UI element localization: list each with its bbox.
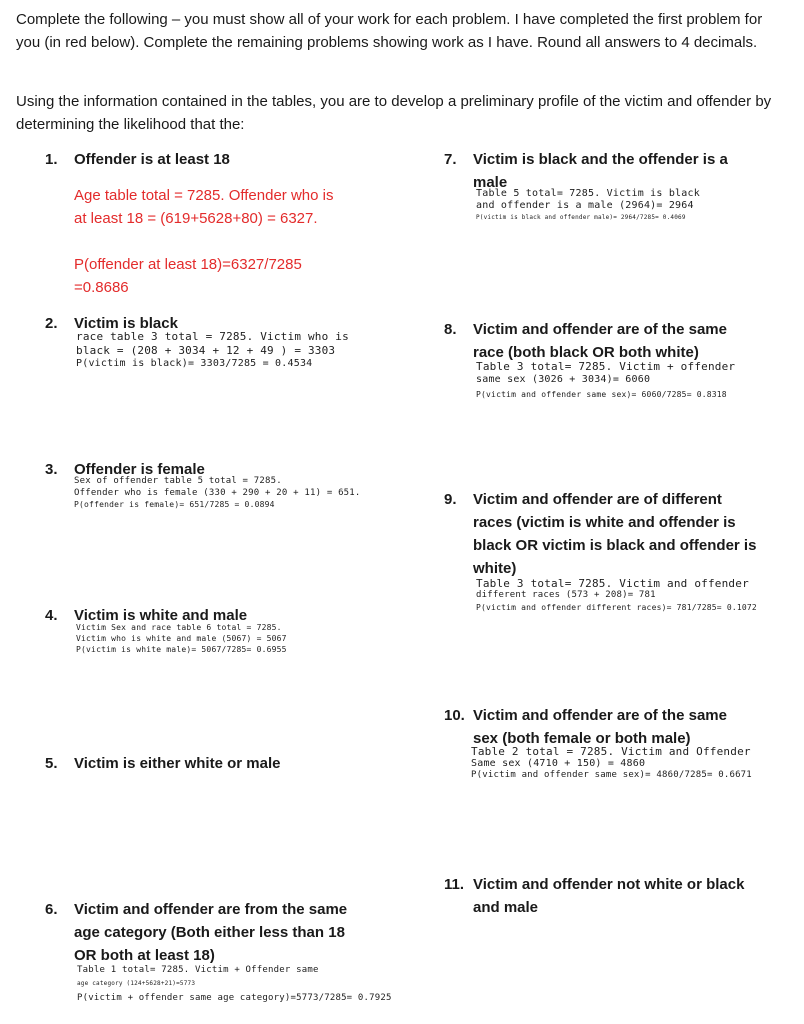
problem-6-work-line-2: age category (124+5628+21)=5773 xyxy=(77,980,196,987)
problem-3-work-line-1: Sex of offender table 5 total = 7285. xyxy=(74,476,282,486)
problem-10-title-line-2: sex (both female or both male) xyxy=(473,730,691,747)
problem-4-number: 4. xyxy=(45,607,58,624)
problem-8-title-line-2: race (both black OR both white) xyxy=(473,344,699,361)
problem-2-work-line-1: race table 3 total = 7285. Victim who is xyxy=(76,330,349,343)
problem-1-answer-line-4: =0.8686 xyxy=(74,279,129,296)
problem-6-title-line-1: Victim and offender are from the same xyxy=(74,901,348,918)
problem-6-number: 6. xyxy=(45,901,58,918)
problem-7-work-line-3: P(victim is black and offender male)= 2964/7285= 0.4069 xyxy=(476,214,686,221)
problem-9-number: 9. xyxy=(444,491,457,508)
problem-7-work-line-1: Table 5 total= 7285. Victim is black xyxy=(476,188,700,199)
problem-9-work-line-2: different races (573 + 208)= 781 xyxy=(476,590,656,600)
problem-1-number: 1. xyxy=(45,151,58,168)
problem-8-work-line-1: Table 3 total= 7285. Victim + offender xyxy=(476,360,736,373)
problem-4-work-line-2: Victim who is white and male (5067) = 5067 xyxy=(76,634,287,643)
problem-5-title: Victim is either white or male xyxy=(74,755,281,772)
problem-9-title-line-3: black OR victim is black and offender is xyxy=(473,537,757,554)
problem-8-title xyxy=(473,318,727,364)
problem-7-number: 7. xyxy=(444,151,457,168)
context-paragraph: Using the information contained in the tables, you are to develop a preliminary profile of the victim and offender by determining the likelihood that the: xyxy=(16,93,772,133)
problem-4-title: Victim is white and male xyxy=(74,607,248,624)
problem-9-work-line-3: P(victim and offender different races)= 781/7285= 0.1072 xyxy=(476,603,757,612)
problem-5-number: 5. xyxy=(45,755,58,772)
problem-9-title-line-1: Victim and offender are of different xyxy=(473,491,722,508)
problem-1-answer-line-1: Age table total = 7285. Offender who is xyxy=(74,187,334,204)
problem-11-title xyxy=(473,873,744,919)
problem-9-title xyxy=(473,488,756,580)
problem-6-title-line-3: OR both at least 18) xyxy=(74,947,215,964)
problem-2-work-line-3: P(victim is black)= 3303/7285 = 0.4534 xyxy=(76,358,313,369)
problem-11-number: 11. xyxy=(444,876,465,893)
instructions-paragraph: Complete the following – you must show all of your work for each problem. I have completed the first problem for you (in red below). Complete the remaining problems showing work as I have. Round all answers to 4 decimals. xyxy=(16,11,763,51)
problem-6-work-line-1: Table 1 total= 7285. Victim + Offender same xyxy=(77,965,319,975)
problem-10-title-line-1: Victim and offender are of the same xyxy=(473,707,727,724)
problem-4-work-line-1: Victim Sex and race table 6 total = 7285. xyxy=(76,623,282,632)
problem-8-title-line-1: Victim and offender are of the same xyxy=(473,321,727,338)
problem-3-title: Offender is female xyxy=(74,461,205,478)
problem-6-work-line-3: P(victim + offender same age category)=5773/7285= 0.7925 xyxy=(77,993,392,1003)
problem-7-title-line-2: male xyxy=(473,174,508,191)
problem-10-title xyxy=(473,704,727,750)
problem-8-work-line-2: same sex (3026 + 3034)= 6060 xyxy=(476,374,651,385)
problem-1-title: Offender is at least 18 xyxy=(74,151,230,168)
problem-10-work-line-2: Same sex (4710 + 150) = 4860 xyxy=(471,758,646,769)
problem-9-title-line-2: races (victim is white and offender is xyxy=(473,514,736,531)
problem-2-work-line-2: black = (208 + 3034 + 12 + 49 ) = 3303 xyxy=(76,344,336,357)
problem-8-work-line-3: P(victim and offender same sex)= 6060/7285= 0.8318 xyxy=(476,390,727,399)
problem-8-number: 8. xyxy=(444,321,457,338)
problem-6-title-line-2: age category (Both either less than 18 xyxy=(74,924,345,941)
problem-2-title: Victim is black xyxy=(74,315,178,332)
problem-1-answer-line-2: at least 18 = (619+5628+80) = 6327. xyxy=(74,210,318,227)
problem-10-number: 10. xyxy=(444,707,465,724)
problem-7-work-line-2: and offender is a male (2964)= 2964 xyxy=(476,200,694,211)
problem-10-work-line-1: Table 2 total = 7285. Victim and Offender xyxy=(471,745,751,758)
problem-11-title-line-2: and male xyxy=(473,899,539,916)
problem-7-title-line-1: Victim is black and the offender is a xyxy=(473,151,728,168)
problem-3-work-line-3: P(offender is female)= 651/7285 = 0.0894 xyxy=(74,500,275,509)
problem-6-title xyxy=(74,898,347,967)
problem-3-work-line-2: Offender who is female (330 + 290 + 20 + 11) = 651. xyxy=(74,488,361,498)
problem-1-answer-line-3: P(offender at least 18)=6327/7285 xyxy=(74,256,302,273)
problem-3-number: 3. xyxy=(45,461,58,478)
problem-10-work-line-3: P(victim and offender same sex)= 4860/7285= 0.6671 xyxy=(471,770,752,780)
problem-9-work-line-1: Table 3 total= 7285. Victim and offender xyxy=(476,577,749,590)
problem-9-title-line-4: white) xyxy=(473,560,517,577)
problem-2-number: 2. xyxy=(45,315,58,332)
problem-11-title-line-1: Victim and offender not white or black xyxy=(473,876,745,893)
problem-4-work-line-3: P(victim is white male)= 5067/7285= 0.6955 xyxy=(76,645,287,654)
